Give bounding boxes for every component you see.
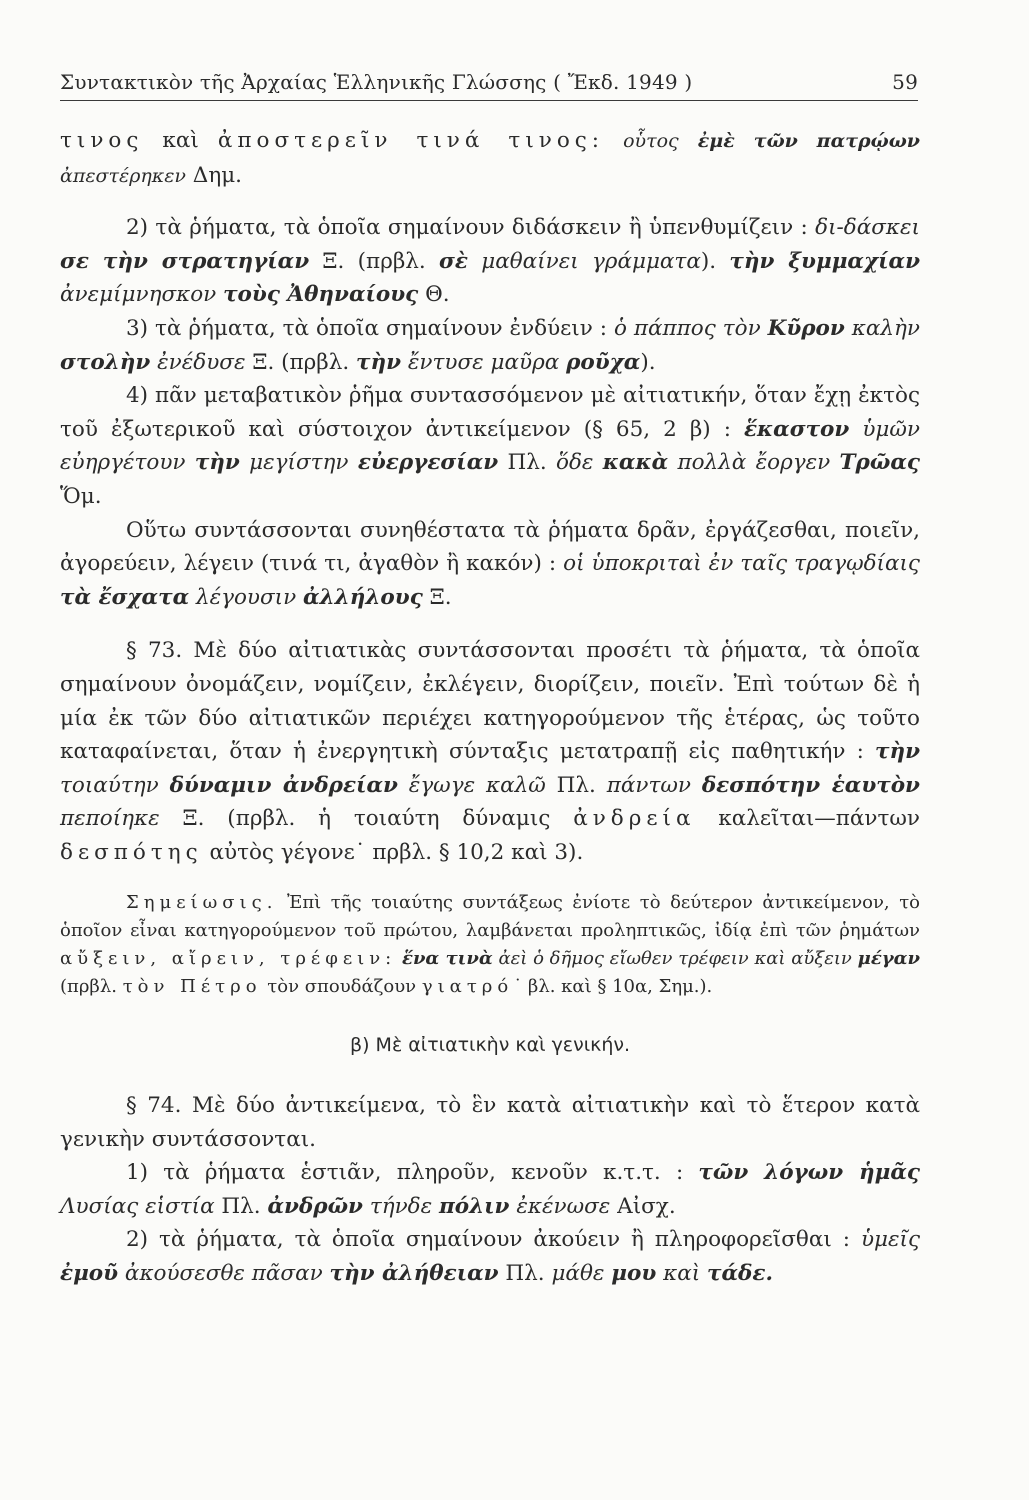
example-bold: ἕνα τινὰ bbox=[402, 948, 493, 970]
example-bold: τὴν ἀλήθειαν bbox=[329, 1261, 499, 1287]
text-run: καλεῖται—πάντων bbox=[695, 806, 920, 832]
section-number: § 73. bbox=[126, 638, 183, 664]
text-run: Πλ. bbox=[498, 450, 557, 476]
text-run bbox=[700, 1261, 707, 1286]
text-run: 3) τὰ ῥήματα, τὰ ὁποῖα σημαίνουν ἐνδύειν : bbox=[126, 315, 614, 341]
text-run: τὸν σπουδάζουν bbox=[261, 976, 422, 998]
paragraph-rule-74-2 bbox=[60, 1223, 920, 1290]
example-italic: καλὴν bbox=[851, 315, 920, 341]
example-italic: πάντων bbox=[606, 772, 691, 798]
example-bold: στολὴν bbox=[60, 349, 151, 375]
page-number: 59 bbox=[892, 70, 918, 94]
example-italic: ἀεὶ ὁ δῆμος εἴωθεν τρέφειν καὶ αὔξειν bbox=[498, 948, 852, 970]
example-bold: τοὺς Ἀθηναίους bbox=[223, 282, 419, 308]
example-italic: ἐκένωσε bbox=[516, 1193, 611, 1219]
text-run: Οὕτω συντάσσονται συνηθέστατα τὰ ῥήματα δρᾶν, ἐργάζεσθαι, ποιεῖν, ἀγορεύειν, λέγειν (τινά τι, ἀγαθὸν ἢ κακόν) : bbox=[60, 517, 920, 577]
text-run bbox=[401, 350, 408, 375]
example-italic: μάθε bbox=[551, 1261, 605, 1287]
text-run bbox=[296, 585, 303, 610]
text-run: ). bbox=[700, 248, 730, 274]
example-italic: οἱ ὑποκριταὶ ἐν ταῖς τραγῳδίαις bbox=[563, 551, 920, 577]
example-italic: ἐνέδυσε bbox=[157, 349, 246, 375]
text-run: Ἐπὶ τῆς τοιαύτης συντάξεως ἐνίοτε τὸ δεύτερον ἀντικείμενον, τὸ ὁποῖον εἶναι κατηγορούμενον τοῦ πρώτου, λαμβάνεται προληπτικῶς, ἰδίᾳ ἐπὶ τῶν ῥημάτων bbox=[60, 892, 920, 942]
text-run: Ξ. (πρβλ. bbox=[245, 349, 357, 375]
text-run bbox=[761, 316, 768, 341]
example-italic: καὶ bbox=[663, 1261, 701, 1287]
spaced-word: ἀνδρεία bbox=[573, 806, 696, 832]
example-italic: πεποίηκε bbox=[60, 806, 160, 832]
example-italic: λέγουσιν bbox=[195, 584, 297, 610]
example-italic: ὅδε bbox=[556, 450, 594, 476]
text-run bbox=[735, 128, 754, 153]
paragraph-continuation bbox=[60, 124, 920, 193]
spaced-word: ἀποστερεῖν τινά τινος: bbox=[217, 128, 605, 153]
example-bold: τὴν bbox=[194, 450, 240, 476]
running-title: Συντακτικὸν τῆς Ἀρχαίας Ἑλληνικῆς Γλώσσης ( Ἔκδ. 1949 ) bbox=[60, 70, 693, 94]
text-run: Θ. bbox=[418, 282, 450, 308]
text-run bbox=[363, 1194, 370, 1219]
text-run: 4) πᾶν μεταβατικὸν ῥῆμα συντασσόμενον μὲ αἰτιατικήν, ὅταν ἔχῃ ἐκτὸς τοῦ ἐξωτερικοῦ καὶ σύστοιχον ἀντικείμενον (§ 65, 2 β) : bbox=[60, 383, 920, 442]
text-run bbox=[398, 773, 409, 798]
text-run: 1) τὰ ῥήματα ἑστιᾶν, πληροῦν, κενοῦν κ.τ.τ. : bbox=[126, 1160, 699, 1186]
paragraph-rule-74-1 bbox=[60, 1156, 920, 1223]
example-bold: Τρῶας bbox=[839, 450, 920, 476]
text-run: ). bbox=[640, 349, 656, 375]
text-run bbox=[186, 450, 195, 475]
example-bold: τὴν bbox=[874, 739, 920, 765]
example-italic: ὑμῶν εὐηργέτουν bbox=[60, 416, 920, 476]
example-bold: εὐεργεσίαν bbox=[357, 450, 499, 476]
example-bold: ἀνδρῶν bbox=[267, 1193, 363, 1219]
example-italic: Λυσίας εἱστία bbox=[60, 1193, 215, 1219]
example-italic: ἀνεμίμνησκον bbox=[60, 282, 217, 308]
page-body bbox=[60, 124, 920, 1291]
text-run bbox=[468, 249, 481, 274]
text-run: καὶ bbox=[143, 128, 218, 153]
example-bold: μου bbox=[611, 1261, 657, 1287]
note-paragraph bbox=[60, 889, 920, 1001]
text-run bbox=[845, 316, 852, 341]
text-run: Ξ. (πρβλ. bbox=[309, 248, 440, 274]
section-74 bbox=[60, 1089, 920, 1156]
text-run bbox=[679, 128, 698, 153]
example-bold: δεσπότην ἑαυτὸν bbox=[701, 772, 920, 798]
example-bold: τῶν λόγων ἡμᾶς bbox=[698, 1160, 920, 1186]
example-bold: ρoῦχα bbox=[566, 349, 641, 375]
example-italic: μεγίστην bbox=[249, 450, 349, 476]
example-bold: ἐμὲ bbox=[697, 130, 735, 152]
example-bold: σε τὴν στρατηγίαν bbox=[60, 248, 310, 274]
example-bold: σὲ bbox=[439, 248, 468, 274]
paragraph-rule-2 bbox=[60, 211, 920, 312]
text-run bbox=[604, 128, 623, 153]
text-run bbox=[849, 417, 862, 442]
example-bold: δύναμιν ἀνδρείαν bbox=[169, 772, 398, 798]
text-run: Μὲ δύο αἰτιατικὰς συντάσσονται προσέτι τὰ ῥήματα, τὰ ὁποῖα σημαίνουν ὀνομάζειν, νομίζειν, ἐκλέγειν, διορίζειν, ποιεῖν. Ἐπὶ τούτων δὲ ἡ μία ἐκ τῶν δύο αἰτιατικῶν περιέχει κατηγορούμενον τῆς ἑτέρας, ὡς τοῦτο καταφαίνεται, ὅταν ἡ ἐνεργητικὴ σύνταξις μετατραπῇ εἰς παθητικήν : bbox=[60, 638, 920, 765]
example-bold: ἀλλήλους bbox=[303, 584, 423, 610]
text-run bbox=[432, 1194, 439, 1219]
text-run bbox=[830, 450, 839, 475]
text-run: Πλ. bbox=[498, 1261, 552, 1287]
text-run bbox=[348, 450, 357, 475]
example-italic: δι-δάσκει bbox=[815, 215, 920, 241]
text-run: 2) τὰ ῥήματα, τὰ ὁποῖα σημαίνουν ἀκούειν ἢ πληροφορεῖσθαι : bbox=[126, 1227, 861, 1253]
text-run: Μὲ δύο ἀντικείμενα, τὸ ἓν κατὰ αἰτιατικὴν καὶ τὸ ἕτερον κατὰ γενικὴν συντάσσονται. bbox=[60, 1093, 921, 1152]
paragraph-usage bbox=[60, 514, 920, 615]
text-run bbox=[323, 1261, 330, 1286]
section-number: § 74. bbox=[126, 1093, 182, 1119]
example-italic: μαθαίνει γράμματα bbox=[481, 248, 701, 274]
text-run: Δημ. bbox=[185, 162, 243, 188]
subheading: β) Μὲ αἰτιατικὴν καὶ γενικήν. bbox=[349, 1034, 631, 1057]
running-header bbox=[60, 68, 918, 101]
section-73 bbox=[60, 634, 920, 869]
text-run: αὐτὸς γέγονε˙ πρβλ. § 10,2 καὶ 3). bbox=[202, 839, 584, 865]
spaced-word: γιατρό bbox=[421, 976, 514, 998]
example-italic: ὁ πάππος τὸν bbox=[613, 315, 761, 341]
example-italic: ἀπεστέρηκεν bbox=[60, 164, 186, 187]
text-run bbox=[593, 450, 602, 475]
text-run bbox=[118, 1261, 125, 1286]
example-bold: πόλιν bbox=[439, 1193, 510, 1219]
example-italic: ἔγωγε καλῶ bbox=[408, 772, 546, 798]
example-italic: ἀκούσεσθε πᾶσαν bbox=[124, 1261, 323, 1287]
spaced-word: δεσπότης bbox=[60, 839, 203, 865]
example-bold: ἐμοῦ bbox=[60, 1261, 119, 1287]
note-title: Σημείωσις. bbox=[126, 892, 278, 914]
text-run: 2) τὰ ῥήματα, τὰ ὁποῖα σημαίνουν διδάσκειν ἢ ὑπενθυμίζειν : bbox=[126, 215, 816, 241]
example-italic: πολλὰ ἔοργεν bbox=[677, 450, 831, 476]
spaced-word: αὔξειν, αἴρειν, τρέφειν: bbox=[60, 948, 397, 970]
example-italic: ὑμεῖς bbox=[860, 1227, 920, 1253]
example-bold: τῶν πατρῴων bbox=[753, 130, 920, 152]
example-italic: ἔντυσε μαῦρα bbox=[407, 349, 560, 375]
text-run: (πρβλ. bbox=[60, 976, 123, 998]
example-bold: μέγαν bbox=[857, 948, 920, 970]
example-bold: τὴν bbox=[356, 349, 402, 375]
text-run bbox=[159, 773, 170, 798]
example-bold: Κῦρον bbox=[767, 315, 845, 341]
text-run: Ὅμ. bbox=[60, 483, 102, 509]
example-bold: τάδε. bbox=[707, 1261, 773, 1287]
example-bold: ἕκαστον bbox=[743, 416, 850, 442]
example-italic: οὗτος bbox=[623, 130, 679, 152]
text-run: ˙ βλ. καὶ § 10α, Σημ.). bbox=[513, 976, 713, 998]
example-italic: τήνδε bbox=[369, 1193, 433, 1219]
example-bold: τὴν ξυμμαχίαν bbox=[729, 248, 920, 274]
text-run bbox=[691, 773, 702, 798]
text-run: Αἰσχ. bbox=[610, 1193, 676, 1219]
example-bold: κακὰ bbox=[602, 450, 669, 476]
paragraph-rule-4 bbox=[60, 379, 920, 513]
spaced-word: τινος bbox=[60, 128, 144, 153]
text-run bbox=[240, 450, 249, 475]
text-run: Πλ. bbox=[545, 772, 607, 798]
spaced-word: τὸν Πέτρο bbox=[122, 976, 262, 998]
text-run: Πλ. bbox=[214, 1193, 268, 1219]
example-bold: τὰ ἔσχατα bbox=[60, 584, 190, 610]
example-italic: τοιαύτην bbox=[60, 772, 159, 798]
text-run: Ξ. (πρβλ. ἡ τοιαύτη δύναμις bbox=[159, 806, 574, 832]
text-run: Ξ. bbox=[422, 584, 452, 610]
text-run bbox=[189, 585, 196, 610]
paragraph-rule-3 bbox=[60, 312, 920, 379]
